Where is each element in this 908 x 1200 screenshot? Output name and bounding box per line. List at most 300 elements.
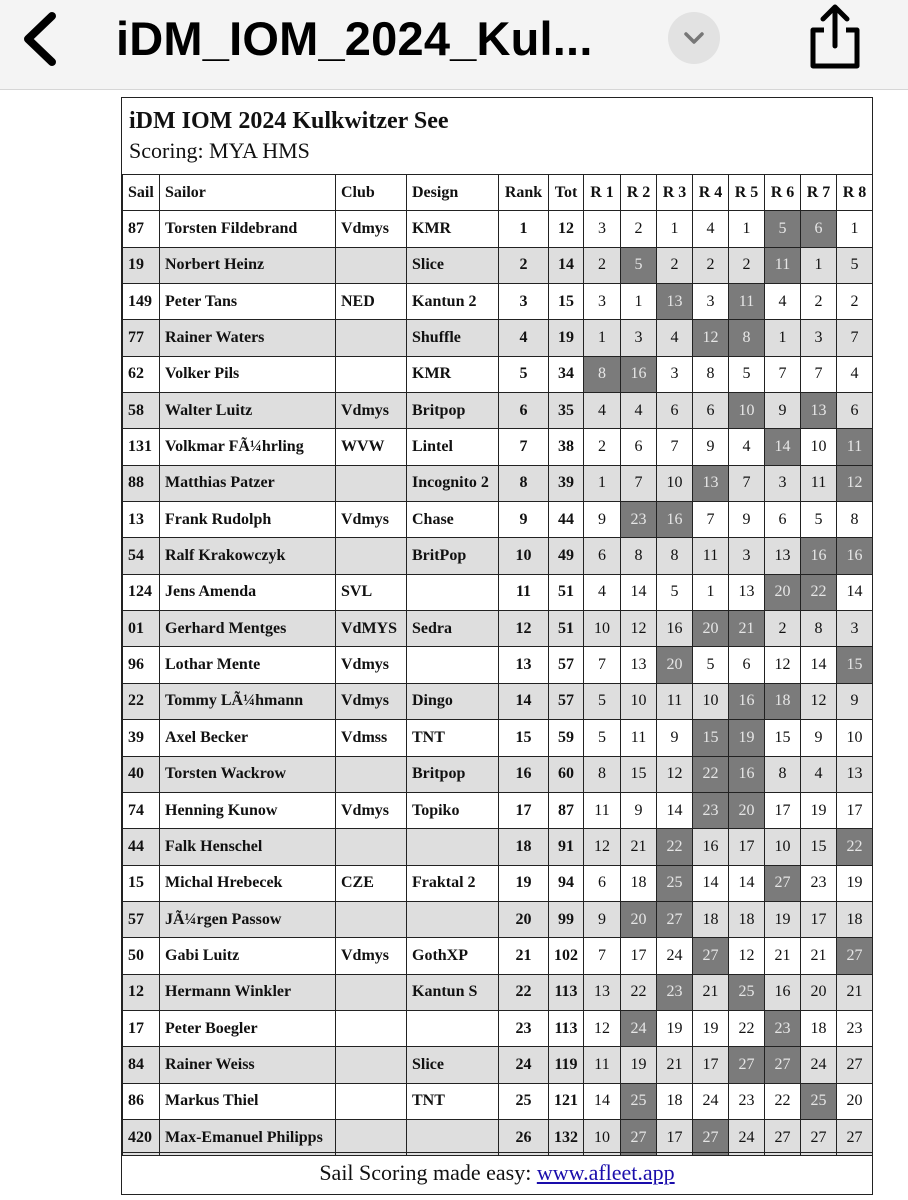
race-cell: 22 [729, 1010, 765, 1046]
design-cell: GothXP [407, 938, 499, 974]
table-row [123, 792, 873, 828]
discarded-race-cell: 19 [729, 720, 765, 756]
race-cell: 7 [765, 356, 801, 392]
sheet-header [122, 98, 872, 174]
total-cell: 94 [549, 865, 584, 901]
table-row [123, 284, 873, 320]
back-button[interactable] [16, 10, 66, 68]
sailor-cell: Gerhard Mentges [160, 611, 336, 647]
race-cell: 2 [801, 284, 837, 320]
table-row [123, 356, 873, 392]
race-cell: 9 [729, 502, 765, 538]
table-row [123, 574, 873, 610]
race-cell: 27 [837, 1047, 873, 1083]
total-cell: 44 [549, 502, 584, 538]
sail-cell: 86 [123, 1083, 160, 1119]
sail-cell: 17 [123, 1010, 160, 1046]
race-cell: 7 [729, 465, 765, 501]
sail-cell: 96 [123, 647, 160, 683]
club-cell [336, 756, 407, 792]
total-cell: 38 [549, 429, 584, 465]
column-header: R 6 [765, 175, 801, 211]
race-cell: 4 [693, 211, 729, 247]
sailor-cell: JÃ¼rgen Passow [160, 901, 336, 937]
race-cell: 24 [729, 1119, 765, 1155]
discarded-race-cell: 13 [657, 284, 693, 320]
sailor-cell: Henning Kunow [160, 792, 336, 828]
race-cell: 15 [621, 756, 657, 792]
column-header: Design [407, 175, 499, 211]
race-cell: 16 [765, 974, 801, 1010]
race-cell: 1 [657, 211, 693, 247]
scoring-system: Scoring: MYA HMS [129, 138, 310, 163]
club-cell [336, 1047, 407, 1083]
race-cell: 7 [657, 429, 693, 465]
design-cell: Shuffle [407, 320, 499, 356]
sailor-cell: Ralf Krakowczyk [160, 538, 336, 574]
discarded-race-cell: 25 [657, 865, 693, 901]
column-header: R 7 [801, 175, 837, 211]
table-row [123, 1119, 873, 1155]
discarded-race-cell: 20 [657, 647, 693, 683]
race-cell: 8 [657, 538, 693, 574]
race-cell: 19 [621, 1047, 657, 1083]
discarded-race-cell: 20 [729, 792, 765, 828]
race-cell: 13 [729, 574, 765, 610]
table-row [123, 611, 873, 647]
sailor-cell: Tommy LÃ¼hmann [160, 683, 336, 719]
discarded-race-cell: 23 [765, 1010, 801, 1046]
design-cell: Lintel [407, 429, 499, 465]
race-cell: 7 [801, 356, 837, 392]
race-cell: 12 [584, 1010, 621, 1046]
discarded-race-cell: 22 [801, 574, 837, 610]
sail-cell: 58 [123, 393, 160, 429]
results-table [122, 174, 873, 1156]
total-cell: 113 [549, 974, 584, 1010]
discarded-race-cell: 22 [837, 829, 873, 865]
table-row [123, 1010, 873, 1046]
table-row [123, 683, 873, 719]
race-cell: 1 [801, 247, 837, 283]
design-cell: Kantun S [407, 974, 499, 1010]
table-row [123, 429, 873, 465]
race-cell: 21 [801, 938, 837, 974]
sail-cell: 13 [123, 502, 160, 538]
discarded-race-cell: 25 [729, 974, 765, 1010]
race-cell: 6 [693, 393, 729, 429]
sail-cell: 15 [123, 865, 160, 901]
discarded-race-cell: 27 [657, 901, 693, 937]
sailor-cell: Frank Rudolph [160, 502, 336, 538]
sailor-cell: Peter Boegler [160, 1010, 336, 1046]
sail-cell: 84 [123, 1047, 160, 1083]
footer [122, 1152, 872, 1194]
race-cell: 1 [729, 211, 765, 247]
total-cell: 102 [549, 938, 584, 974]
race-cell: 5 [837, 247, 873, 283]
top-bar [0, 0, 908, 90]
race-cell: 6 [657, 393, 693, 429]
rank-cell: 21 [499, 938, 549, 974]
share-button[interactable] [800, 2, 870, 72]
race-cell: 6 [621, 429, 657, 465]
race-cell: 11 [584, 792, 621, 828]
discarded-race-cell: 8 [584, 356, 621, 392]
rank-cell: 12 [499, 611, 549, 647]
table-body [123, 211, 873, 1156]
club-cell: Vdmys [336, 502, 407, 538]
sailor-cell: Rainer Weiss [160, 1047, 336, 1083]
design-cell: TNT [407, 1083, 499, 1119]
club-cell [336, 538, 407, 574]
club-cell: Vdmys [336, 393, 407, 429]
rank-cell: 10 [499, 538, 549, 574]
rank-cell: 5 [499, 356, 549, 392]
race-cell: 22 [765, 1083, 801, 1119]
total-cell: 113 [549, 1010, 584, 1046]
table-row [123, 974, 873, 1010]
sail-cell: 131 [123, 429, 160, 465]
design-cell: Sedra [407, 611, 499, 647]
race-cell: 9 [693, 429, 729, 465]
race-cell: 11 [801, 465, 837, 501]
race-cell: 19 [837, 865, 873, 901]
race-cell: 11 [693, 538, 729, 574]
column-header: R 4 [693, 175, 729, 211]
sail-cell: 19 [123, 247, 160, 283]
discarded-race-cell: 14 [765, 429, 801, 465]
race-cell: 14 [801, 647, 837, 683]
discarded-race-cell: 25 [801, 1083, 837, 1119]
race-cell: 17 [837, 792, 873, 828]
rank-cell: 26 [499, 1119, 549, 1155]
design-cell: Britpop [407, 393, 499, 429]
table-row [123, 502, 873, 538]
table-row [123, 393, 873, 429]
sail-cell: 01 [123, 611, 160, 647]
race-cell: 6 [584, 538, 621, 574]
race-cell: 23 [837, 1010, 873, 1046]
rank-cell: 13 [499, 647, 549, 683]
sailor-cell: Torsten Wackrow [160, 756, 336, 792]
design-cell: Kantun 2 [407, 284, 499, 320]
race-cell: 6 [729, 647, 765, 683]
discarded-race-cell: 11 [837, 429, 873, 465]
design-cell: KMR [407, 356, 499, 392]
race-cell: 22 [621, 974, 657, 1010]
race-cell: 15 [801, 829, 837, 865]
table-row [123, 865, 873, 901]
race-cell: 16 [657, 611, 693, 647]
race-cell: 8 [621, 538, 657, 574]
sail-cell: 39 [123, 720, 160, 756]
table-row [123, 320, 873, 356]
sailor-cell: Matthias Patzer [160, 465, 336, 501]
race-cell: 2 [584, 429, 621, 465]
discarded-race-cell: 21 [729, 611, 765, 647]
design-cell [407, 1010, 499, 1046]
race-cell: 1 [693, 574, 729, 610]
race-cell: 8 [837, 502, 873, 538]
race-cell: 8 [801, 611, 837, 647]
table-row [123, 901, 873, 937]
club-cell: Vdmys [336, 938, 407, 974]
discarded-race-cell: 15 [693, 720, 729, 756]
table-row [123, 1047, 873, 1083]
race-cell: 27 [837, 1119, 873, 1155]
design-cell [407, 574, 499, 610]
column-header: Club [336, 175, 407, 211]
design-cell [407, 647, 499, 683]
discarded-race-cell: 27 [837, 938, 873, 974]
race-cell: 9 [621, 792, 657, 828]
discarded-race-cell: 6 [801, 211, 837, 247]
race-cell: 10 [693, 683, 729, 719]
race-cell: 4 [621, 393, 657, 429]
discarded-race-cell: 11 [729, 284, 765, 320]
design-cell: TNT [407, 720, 499, 756]
table-row [123, 756, 873, 792]
total-cell: 59 [549, 720, 584, 756]
total-cell: 51 [549, 574, 584, 610]
club-cell: Vdmys [336, 792, 407, 828]
club-cell: WVW [336, 429, 407, 465]
discarded-race-cell: 13 [801, 393, 837, 429]
race-cell: 10 [584, 611, 621, 647]
rank-cell: 6 [499, 393, 549, 429]
race-cell: 3 [584, 284, 621, 320]
column-header: R 5 [729, 175, 765, 211]
discarded-race-cell: 23 [657, 974, 693, 1010]
race-cell: 17 [657, 1119, 693, 1155]
race-cell: 18 [693, 901, 729, 937]
total-cell: 34 [549, 356, 584, 392]
race-cell: 3 [657, 356, 693, 392]
race-cell: 1 [621, 284, 657, 320]
club-cell [336, 247, 407, 283]
rank-cell: 19 [499, 865, 549, 901]
discarded-race-cell: 5 [621, 247, 657, 283]
rank-cell: 11 [499, 574, 549, 610]
chevron-down-icon [681, 25, 707, 51]
race-cell: 9 [765, 393, 801, 429]
race-cell: 8 [584, 756, 621, 792]
sail-cell: 57 [123, 901, 160, 937]
club-cell [336, 974, 407, 1010]
race-cell: 14 [621, 574, 657, 610]
column-header: R 2 [621, 175, 657, 211]
race-cell: 9 [801, 720, 837, 756]
share-icon [800, 2, 870, 72]
race-cell: 9 [837, 683, 873, 719]
race-cell: 10 [801, 429, 837, 465]
discarded-race-cell: 22 [693, 756, 729, 792]
club-cell: Vdmys [336, 683, 407, 719]
event-title: iDM IOM 2024 Kulkwitzer See [129, 108, 449, 134]
rank-cell: 8 [499, 465, 549, 501]
race-cell: 6 [837, 393, 873, 429]
sail-cell: 87 [123, 211, 160, 247]
title-menu-button[interactable] [668, 12, 720, 64]
race-cell: 21 [837, 974, 873, 1010]
rank-cell: 23 [499, 1010, 549, 1046]
rank-cell: 3 [499, 284, 549, 320]
sailor-cell: Rainer Waters [160, 320, 336, 356]
race-cell: 19 [693, 1010, 729, 1046]
sail-cell: 149 [123, 284, 160, 320]
race-cell: 3 [729, 538, 765, 574]
sail-cell: 22 [123, 683, 160, 719]
race-cell: 5 [657, 574, 693, 610]
discarded-race-cell: 20 [765, 574, 801, 610]
race-cell: 21 [621, 829, 657, 865]
race-cell: 12 [621, 611, 657, 647]
discarded-race-cell: 16 [657, 502, 693, 538]
race-cell: 7 [584, 647, 621, 683]
design-cell [407, 829, 499, 865]
race-cell: 10 [584, 1119, 621, 1155]
design-cell: Dingo [407, 683, 499, 719]
total-cell: 121 [549, 1083, 584, 1119]
discarded-race-cell: 22 [657, 829, 693, 865]
race-cell: 6 [584, 865, 621, 901]
design-cell: Incognito 2 [407, 465, 499, 501]
column-header: Tot [549, 175, 584, 211]
club-cell: CZE [336, 865, 407, 901]
race-cell: 12 [765, 647, 801, 683]
race-cell: 14 [729, 865, 765, 901]
race-cell: 3 [801, 320, 837, 356]
race-cell: 13 [765, 538, 801, 574]
race-cell: 13 [837, 756, 873, 792]
race-cell: 14 [837, 574, 873, 610]
rank-cell: 16 [499, 756, 549, 792]
discarded-race-cell: 27 [765, 865, 801, 901]
race-cell: 3 [765, 465, 801, 501]
discarded-race-cell: 27 [765, 1047, 801, 1083]
race-cell: 10 [765, 829, 801, 865]
race-cell: 4 [657, 320, 693, 356]
table-row [123, 647, 873, 683]
race-cell: 2 [729, 247, 765, 283]
race-cell: 5 [584, 683, 621, 719]
total-cell: 51 [549, 611, 584, 647]
discarded-race-cell: 15 [837, 647, 873, 683]
race-cell: 13 [584, 974, 621, 1010]
race-cell: 5 [801, 502, 837, 538]
table-row [123, 829, 873, 865]
race-cell: 3 [837, 611, 873, 647]
sail-cell: 74 [123, 792, 160, 828]
sailor-cell: Falk Henschel [160, 829, 336, 865]
design-cell: Topiko [407, 792, 499, 828]
rank-cell: 4 [499, 320, 549, 356]
race-cell: 27 [765, 1119, 801, 1155]
design-cell [407, 1119, 499, 1155]
discarded-race-cell: 27 [693, 1119, 729, 1155]
rank-cell: 9 [499, 502, 549, 538]
race-cell: 23 [729, 1083, 765, 1119]
race-cell: 4 [837, 356, 873, 392]
race-cell: 11 [584, 1047, 621, 1083]
race-cell: 18 [801, 1010, 837, 1046]
race-cell: 17 [729, 829, 765, 865]
race-cell: 24 [693, 1083, 729, 1119]
race-cell: 2 [657, 247, 693, 283]
race-cell: 27 [801, 1119, 837, 1155]
race-cell: 9 [584, 901, 621, 937]
total-cell: 49 [549, 538, 584, 574]
race-cell: 7 [837, 320, 873, 356]
race-cell: 23 [801, 865, 837, 901]
club-cell [336, 1083, 407, 1119]
race-cell: 18 [657, 1083, 693, 1119]
club-cell: Vdmys [336, 211, 407, 247]
sail-cell: 62 [123, 356, 160, 392]
total-cell: 57 [549, 683, 584, 719]
chevron-left-icon [16, 10, 66, 68]
sail-cell: 44 [123, 829, 160, 865]
race-cell: 1 [765, 320, 801, 356]
discarded-race-cell: 16 [729, 756, 765, 792]
footer-text: Sail Scoring made easy: [319, 1160, 537, 1185]
discarded-race-cell: 11 [765, 247, 801, 283]
race-cell: 20 [801, 974, 837, 1010]
footer-link[interactable]: www.afleet.app [536, 1160, 675, 1185]
race-cell: 24 [657, 938, 693, 974]
design-cell: Slice [407, 247, 499, 283]
table-row [123, 538, 873, 574]
design-cell: Britpop [407, 756, 499, 792]
discarded-race-cell: 8 [729, 320, 765, 356]
discarded-race-cell: 16 [621, 356, 657, 392]
rank-cell: 17 [499, 792, 549, 828]
race-cell: 17 [801, 901, 837, 937]
discarded-race-cell: 20 [621, 901, 657, 937]
rank-cell: 24 [499, 1047, 549, 1083]
discarded-race-cell: 16 [729, 683, 765, 719]
race-cell: 21 [657, 1047, 693, 1083]
race-cell: 16 [693, 829, 729, 865]
rank-cell: 22 [499, 974, 549, 1010]
sailor-cell: Torsten Fildebrand [160, 211, 336, 247]
race-cell: 14 [693, 865, 729, 901]
table-row [123, 720, 873, 756]
table-row [123, 1083, 873, 1119]
race-cell: 4 [584, 393, 621, 429]
race-cell: 20 [837, 1083, 873, 1119]
race-cell: 17 [693, 1047, 729, 1083]
club-cell [336, 1010, 407, 1046]
club-cell: VdMYS [336, 611, 407, 647]
race-cell: 10 [837, 720, 873, 756]
sailor-cell: Jens Amenda [160, 574, 336, 610]
column-header: R 1 [584, 175, 621, 211]
race-cell: 11 [657, 683, 693, 719]
club-cell: SVL [336, 574, 407, 610]
discarded-race-cell: 12 [693, 320, 729, 356]
total-cell: 132 [549, 1119, 584, 1155]
club-cell [336, 320, 407, 356]
race-cell: 9 [584, 502, 621, 538]
rank-cell: 1 [499, 211, 549, 247]
race-cell: 3 [621, 320, 657, 356]
race-cell: 2 [765, 611, 801, 647]
rank-cell: 18 [499, 829, 549, 865]
table-row [123, 938, 873, 974]
race-cell: 19 [801, 792, 837, 828]
